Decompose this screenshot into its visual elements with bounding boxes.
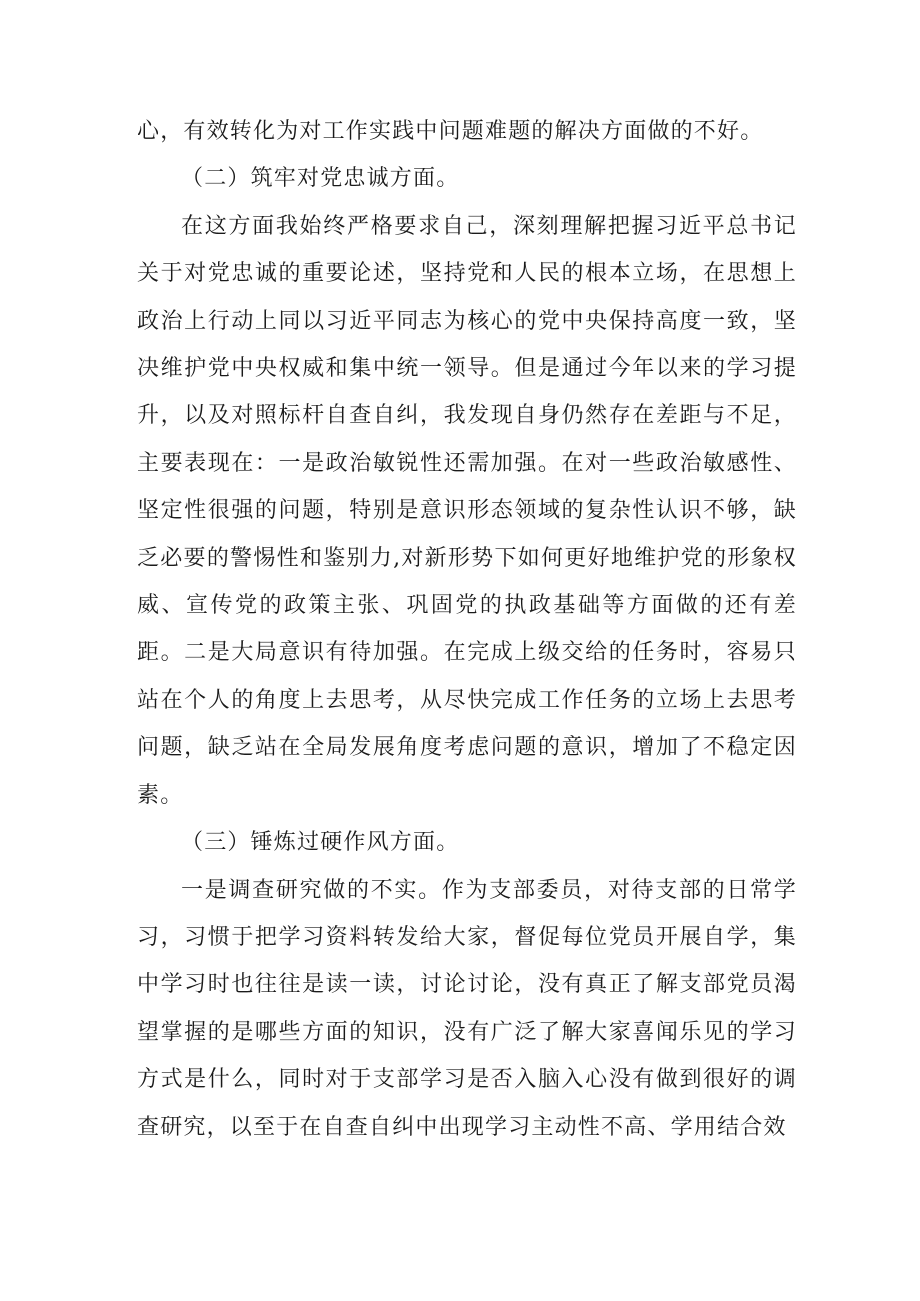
- body-paragraph-loyalty: 在这方面我始终严格要求自己，深刻理解把握习近平总书记关于对党忠诚的重要论述，坚持党和人民的根本立场，在思想上政治上行动上同以习近平同志为核心的党中央保持高度一致，坚决维护党中央权威和集中统一领导。但是通过今年以来的学习提升，以及对照标杆自查自纠，我发现自身仍然存在差距与不足，主要表现在：一是政治敏锐性还需加强。在对一些政治敏感性、坚定性很强的问题，特别是意识形态领域的复杂性认识不够，缺乏必要的警惕性和鉴别力,对新形势下如何更好地维护党的形象权威、宣传党的政策主张、巩固党的执政基础等方面做的还有差距。二是大局意识有待加强。在完成上级交给的任务时，容易只站在个人的角度上去思考，从尽快完成工作任务的立场上去思考问题，缺乏站在全局发展角度考虑问题的意识，增加了不稳定因素。: [137, 213, 797, 808]
- body-paragraph-work-style: 一是调查研究做的不实。作为支部委员，对待支部的日常学习，习惯于把学习资料转发给大家，督促每位党员开展自学，集中学习时也往往是读一读，讨论讨论，没有真正了解支部党员渴望掌握的是哪些方面的知识，没有广泛了解大家喜闻乐见的学习方式是什么，同时对于支部学习是否入脑入心没有做到很好的调查研究，以至于在自查自纠中出现学习主动性不高、学用结合效: [137, 877, 797, 1140]
- continuation-paragraph: 心，有效转化为对工作实践中问题难题的解决方面做的不好。: [137, 119, 764, 144]
- document-body: [137, 108, 797, 1151]
- section-heading-3: （三）锤炼过硬作风方面。: [181, 830, 460, 856]
- section-heading-2: （二）筑牢对党忠诚方面。: [181, 166, 460, 192]
